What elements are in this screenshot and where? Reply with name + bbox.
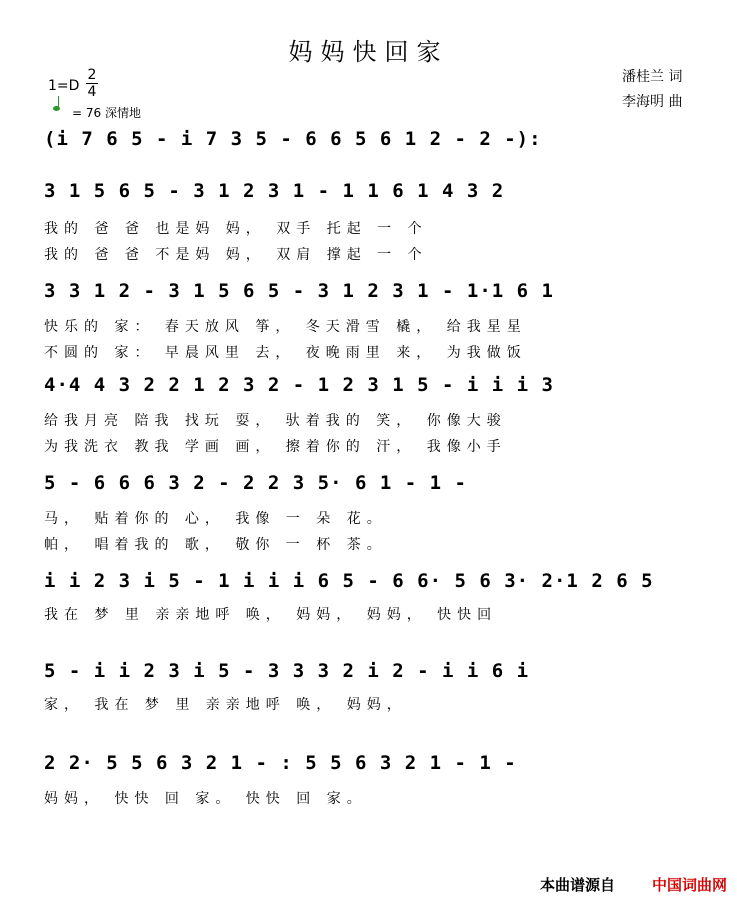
notation-line: 5 - i i 2 3 i 5 - 3 3 3 2 i 2 - i i 6 i [44, 660, 530, 682]
lyricist-credit: 潘桂兰 词 [622, 69, 683, 85]
key-signature: 1=D [48, 78, 80, 94]
song-title: 妈妈快回家 [288, 38, 449, 66]
notation-line: 3 1 5 6 5 - 3 1 2 3 1 - 1 1 6 1 4 3 2 [44, 180, 505, 202]
source-note: 本曲谱源自 [539, 876, 615, 894]
lyric-line: 帕， 唱着我的 歌， 敬你 一 杯 茶。 [44, 537, 387, 553]
lyric-line: 我在 梦 里 亲亲地呼 唤， 妈妈， 妈妈， 快快回 [44, 607, 498, 623]
notation-line: i i 2 3 i 5 - 1 i i i 6 5 - 6 6· 5 6 3· 2·1 2 6 5 [44, 570, 654, 592]
lyric-line: 不圆的 家： 早晨风里 去， 夜晚雨里 来， 为我做饭 [44, 345, 527, 361]
quarter-note-icon [58, 96, 66, 110]
notation-line: 5 - 6 6 6 3 2 - 2 2 3 5· 6 1 - 1 - [44, 472, 467, 494]
notation-line: 4·4 4 3 2 2 1 2 3 2 - 1 2 3 1 5 - i i i 3 [44, 374, 554, 396]
lyric-line: 我的 爸 爸 不是妈 妈， 双肩 撑起 一 个 [44, 247, 428, 263]
time-signature-numerator: 2 [87, 67, 97, 83]
lyric-line: 家， 我在 梦 里 亲亲地呼 唤， 妈妈， [44, 697, 407, 713]
lyric-line: 马， 贴着你的 心， 我像 一 朵 花。 [44, 511, 387, 527]
composer-credit: 李海明 曲 [622, 94, 683, 110]
time-signature-denominator: 4 [87, 84, 97, 100]
lyric-line: 为我洗衣 教我 学画 画， 擦着你的 汗， 我像小手 [44, 439, 507, 455]
lyric-line: 我的 爸 爸 也是妈 妈， 双手 托起 一 个 [44, 221, 428, 237]
notation-line: (i 7 6 5 - i 7 3 5 - 6 6 5 6 1 2 - 2 -): [44, 128, 542, 150]
lyric-line: 给我月亮 陪我 找玩 耍， 驮着我的 笑， 你像大骏 [44, 413, 507, 429]
notation-line: 3 3 1 2 - 3 1 5 6 5 - 3 1 2 3 1 - 1·1 6 1 [44, 280, 554, 302]
lyric-line: 快乐的 家： 春天放风 筝， 冬天滑雪 橇， 给我星星 [44, 319, 527, 335]
notation-line: 2 2· 5 5 6 3 2 1 - : 5 5 6 3 2 1 - 1 - [44, 752, 517, 774]
time-signature [86, 68, 98, 99]
lyric-line: 妈妈， 快快 回 家。 快快 回 家。 [44, 791, 367, 807]
tempo-marking: = 76 深情地 [72, 106, 141, 120]
site-name: 中国词曲网 [651, 876, 727, 894]
